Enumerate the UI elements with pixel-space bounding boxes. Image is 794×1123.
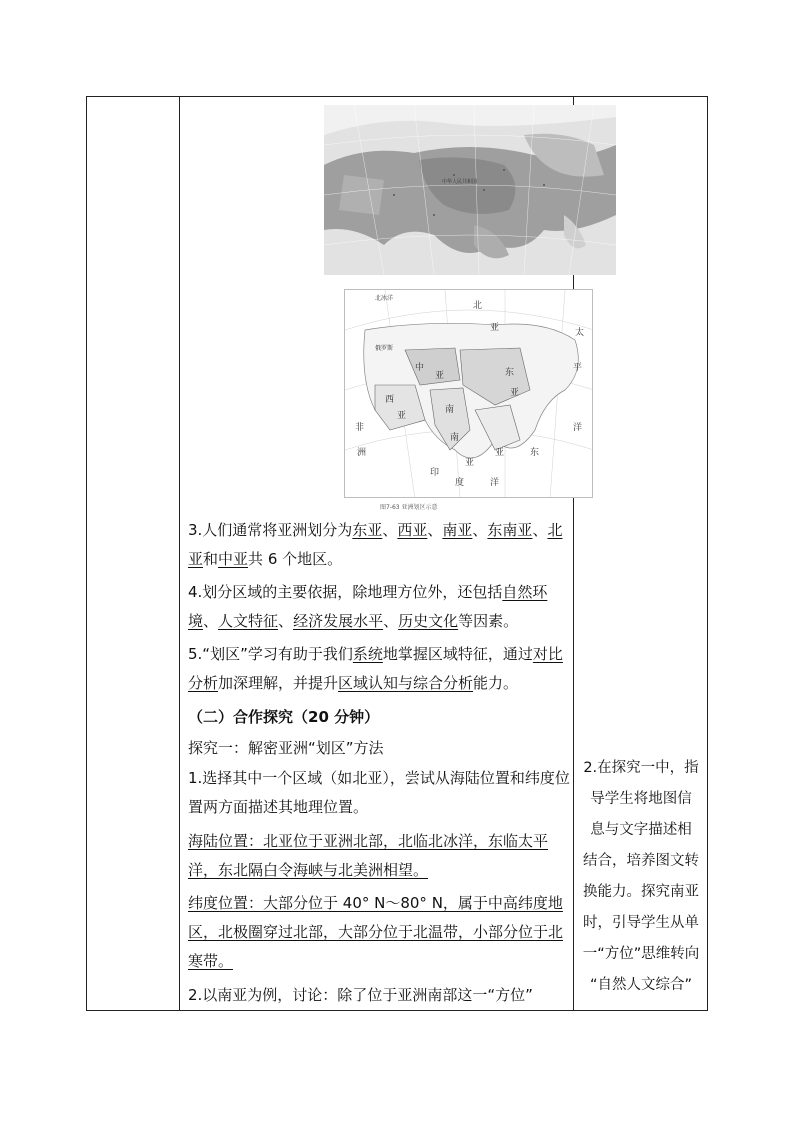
map-caption: 图7-63 亚洲划区示意 (380, 504, 438, 511)
region-south-asia: 南亚 (442, 521, 473, 539)
region-southeast-asia: 东南亚 (487, 521, 533, 539)
map-label-19: 印 (430, 468, 440, 478)
map-label-1: 北 (473, 301, 483, 311)
map-label-2: 亚 (490, 323, 500, 333)
question-1: 1.选择其中一个区域（如北亚），尝试从海陆位置和纬度位置两方面描述其地理位置。 (188, 769, 570, 816)
lesson-table (86, 96, 708, 1011)
map-label-10: 西 (385, 395, 395, 405)
answer-latitude-position: 纬度位置：大部分位于 40° N～80° N，属于中高纬度地区，北极圈穿过北部，大部分位于北温带，小部分位于北寒带。 (188, 894, 564, 970)
map-label-3: 太 (575, 328, 585, 338)
map-label-11: 亚 (397, 411, 407, 421)
content-column (180, 97, 585, 1010)
map-label-21: 洋 (490, 478, 500, 488)
map-label-8: 亚 (510, 388, 520, 398)
map-label-9: 平 (573, 363, 583, 373)
teaching-notes (577, 753, 705, 1001)
map-label-13: 东 (530, 448, 540, 458)
map-label-17: 南 (450, 433, 460, 443)
section-heading: （二）合作探究（20 分钟） (188, 708, 380, 726)
map-label-14: 洋 (573, 423, 583, 433)
asia-regions-map (344, 289, 593, 498)
note-line: 时，引导学生从单 (583, 915, 699, 931)
region-west-asia: 西亚 (397, 521, 428, 539)
note-line: 一“方位”思维转向 (582, 946, 700, 962)
note-line: 结合，培养图文转 (583, 853, 699, 869)
region-north-asia: 北亚 (188, 521, 563, 568)
map-label-5: 中 (415, 363, 425, 373)
region-east-asia: 东亚 (352, 521, 383, 539)
note-line: “自然人文综合” (589, 977, 693, 993)
map-label-6: 亚 (435, 371, 445, 381)
asia-political-map (324, 105, 616, 275)
region-central-asia: 中亚 (218, 550, 249, 568)
map-label-18: 亚 (465, 458, 475, 468)
map-label-4: 俄罗斯 (375, 345, 394, 352)
map-label-7: 东 (505, 368, 515, 378)
map-label-22: 洲 (357, 448, 367, 458)
answer-sea-land-position: 海陆位置：北亚位于亚洲北部，北临北冰洋，东临太平洋，东北隔白令海峡与北美洲相望。 (188, 832, 549, 879)
note-line: 2.在探究一中，指 (583, 760, 699, 776)
map-label-0: 北冰洋 (375, 295, 394, 302)
map-label-12: 南 (445, 405, 455, 415)
paragraph-regions: 3.人们通常将亚洲划分为东亚、西亚、南亚、东南亚、北亚和中亚共 6 个地区。 (188, 521, 563, 568)
note-line: 息与文字描述相 (590, 822, 692, 838)
map-label-15: 非 (355, 423, 365, 433)
map-label-china: 中华人民共和国 (442, 179, 478, 185)
paragraph-criteria: 4.划分区域的主要依据，除地理方位外，还包括自然环境、人文特征、经济发展水平、历史文化等因素。 (188, 583, 548, 630)
paragraph-benefit: 5.“划区”学习有助于我们系统地掌握区域特征，通过对比分析加深理解，并提升区域认知与综合分析能力。 (188, 645, 563, 692)
map-label-20: 度 (455, 478, 465, 488)
map-label-16: 亚 (495, 448, 505, 458)
inquiry-title: 探究一：解密亚洲“划区”方法 (188, 739, 384, 757)
question-2: 2.以南亚为例，讨论：除了位于亚洲南部这一“方位” (188, 986, 533, 1004)
note-line: 换能力。探究南亚 (583, 884, 699, 900)
note-line: 导学生将地图信 (590, 791, 692, 807)
